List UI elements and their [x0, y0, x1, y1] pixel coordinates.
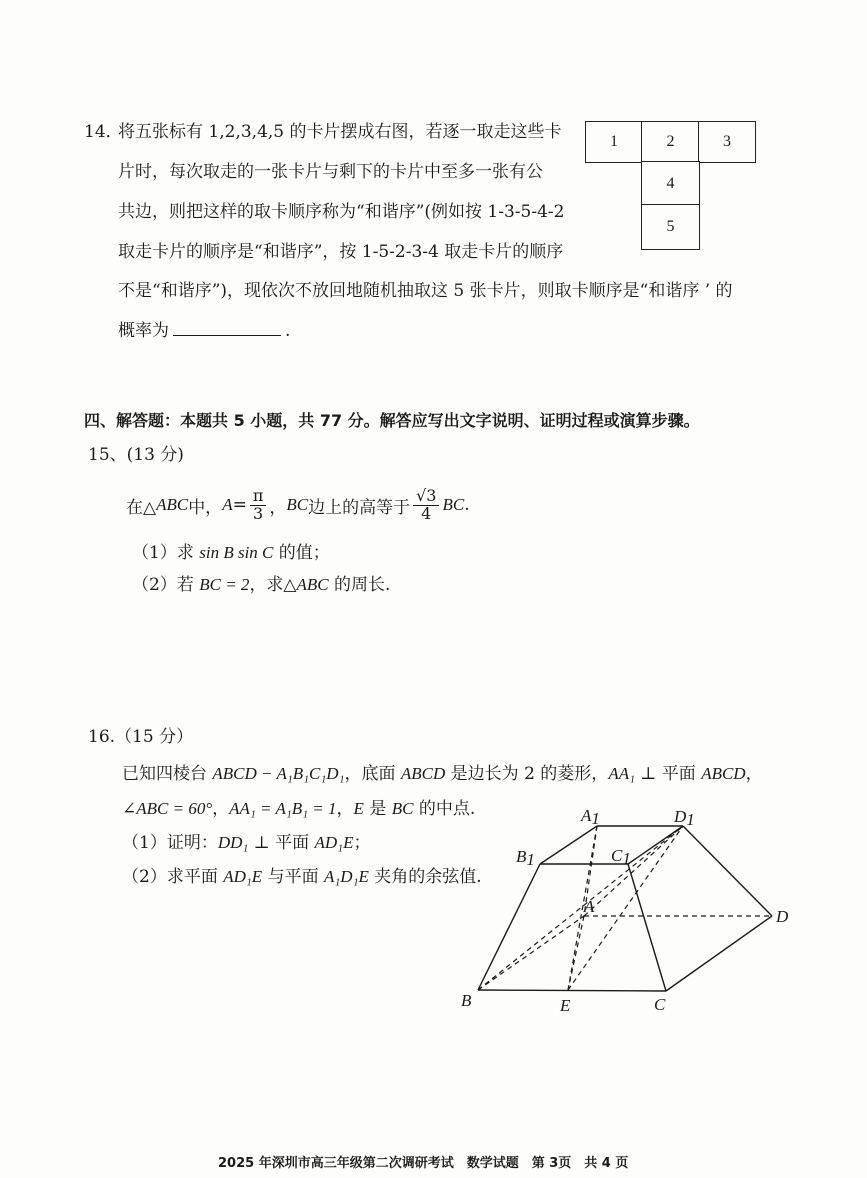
part-text: ⊥ 平面 — [248, 833, 315, 853]
fraction-numerator: π — [250, 488, 267, 506]
stem-text: 中， — [188, 497, 223, 518]
math-var: ABC — [296, 575, 329, 594]
stem-text: ， — [212, 799, 230, 819]
card-2: 2 — [641, 121, 700, 163]
edge-c1d1 — [628, 826, 683, 864]
answer-suffix: . — [285, 321, 291, 341]
question-stem — [126, 481, 470, 529]
card-5: 5 — [641, 204, 700, 250]
question-header: 15、(13 分) — [88, 445, 184, 465]
question-header: 16.（15 分） — [88, 727, 194, 747]
frustum-figure — [450, 800, 800, 1025]
math-expr: ABCD − A₁B₁C₁D₁ — [212, 764, 345, 783]
math-var: AD₁E — [223, 867, 263, 886]
math-var: E — [353, 799, 364, 818]
part-text: 的值； — [273, 543, 330, 563]
fraction-denominator: 3 — [252, 503, 264, 523]
math-var: BC — [442, 495, 465, 514]
card-4: 4 — [641, 161, 700, 206]
question-part-1 — [132, 538, 330, 563]
part-text: （2）求平面 — [122, 867, 224, 887]
question-text-line: 片时，每次取走的一张卡片与剩下的卡片中至多一张有公 — [118, 162, 543, 182]
math-var: A₁D₁E — [324, 867, 369, 886]
segment-bd1 — [478, 826, 683, 990]
label-e: E — [560, 996, 571, 1015]
math-var: ABCD — [701, 764, 746, 783]
stem-text: 是边长为 2 的菱形， — [445, 764, 609, 784]
edge-cc1 — [628, 864, 666, 991]
card-1: 1 — [585, 121, 643, 163]
question-part-2 — [122, 862, 482, 887]
edge-cd — [666, 916, 772, 991]
question-number: 14． — [84, 122, 123, 142]
part-text: 与平面 — [262, 867, 325, 887]
stem-text: ， — [269, 497, 287, 518]
math-var: A — [222, 495, 233, 514]
card-3: 3 — [698, 121, 756, 163]
answer-blank[interactable] — [173, 319, 281, 336]
question-text-line: 共边，则把这样的取卡顺序称为“和谐序”(例如按 1-3-5-4-2 — [118, 202, 565, 222]
question-text-line: 不是“和谐序”)，现依次不放回地随机抽取这 5 张卡片，则取卡顺序是“和谐序 ’ 的 — [118, 281, 733, 301]
segment-ad1 — [584, 826, 683, 916]
math-expr: AA₁ = A₁B₁ = 1 — [229, 799, 337, 818]
edge-a1b1 — [540, 826, 597, 864]
part-text: 的周长. — [328, 575, 391, 595]
label-d1: D1 — [674, 807, 695, 829]
fraction-numerator: √3 — [413, 488, 439, 506]
section-title: 四、解答题：本题共 5 小题，共 77 分。解答应写出文字说明、证明过程或演算步骤。 — [84, 411, 700, 430]
label-a1: A1 — [581, 806, 600, 828]
fraction-pi-over-3 — [250, 485, 267, 523]
question-stem-line-1 — [122, 759, 763, 784]
page-footer: 2025 年深圳市高三年级第二次调研考试 数学试题 第 3页 共 4 页 — [218, 1156, 629, 1171]
label-c: C — [654, 995, 666, 1014]
question-part-2 — [132, 570, 390, 595]
stem-text: 边上的高等于 — [308, 497, 411, 518]
math-var: AD₁E — [314, 833, 354, 852]
answer-prefix: 概率为 — [118, 321, 169, 341]
part-text: （1）证明： — [122, 833, 218, 853]
stem-text: 在△ — [126, 497, 157, 518]
part-text: 夹角的余弦值. — [368, 867, 482, 887]
stem-text: 是 — [363, 799, 392, 819]
stem-text: . — [464, 495, 470, 515]
math-var: DD₁ — [217, 833, 249, 852]
label-d: D — [776, 907, 789, 926]
math-op: = — [232, 495, 247, 515]
math-var: ABCD — [400, 764, 446, 783]
stem-text: ，底面 — [344, 764, 401, 784]
stem-text: 的中点. — [413, 799, 476, 819]
edge-dd1 — [683, 826, 772, 916]
math-var: ABC — [156, 495, 189, 514]
answer-line — [118, 316, 290, 341]
label-b1: B1 — [516, 847, 535, 869]
label-c1: C1 — [611, 846, 631, 868]
math-expr: sin B sin C — [199, 543, 274, 562]
part-text: ； — [353, 833, 371, 853]
part-text: （1）求 — [132, 543, 200, 563]
part-text: （2）若 — [132, 575, 200, 595]
question-text-line: 将五张标有 1,2,3,4,5 的卡片摆成右图，若逐一取走这些卡 — [118, 122, 562, 142]
edge-ab — [478, 916, 584, 990]
math-expr: BC = 2 — [199, 575, 250, 594]
question-text-line: 取走卡片的顺序是“和谐序”，按 1-5-2-3-4 取走卡片的顺序 — [118, 242, 564, 262]
math-var: BC — [391, 799, 414, 818]
stem-text: ⊥ 平面 — [635, 764, 702, 784]
math-var: AA₁ — [608, 764, 635, 783]
part-text: ，求△ — [249, 575, 297, 595]
edge-bc — [478, 990, 666, 991]
question-stem-line-2 — [122, 794, 475, 819]
edge-bb1 — [478, 864, 540, 990]
label-b: B — [461, 991, 472, 1010]
stem-text: 已知四棱台 — [122, 764, 213, 784]
math-expr: ∠ABC = 60° — [122, 799, 213, 818]
fraction-sqrt3-over-4 — [413, 485, 439, 523]
math-var: BC — [286, 495, 309, 514]
label-a: A — [584, 897, 595, 916]
fraction-denominator: 4 — [421, 503, 432, 523]
stem-text: ， — [745, 764, 763, 784]
question-part-1 — [122, 828, 370, 853]
stem-text: ， — [336, 799, 354, 819]
